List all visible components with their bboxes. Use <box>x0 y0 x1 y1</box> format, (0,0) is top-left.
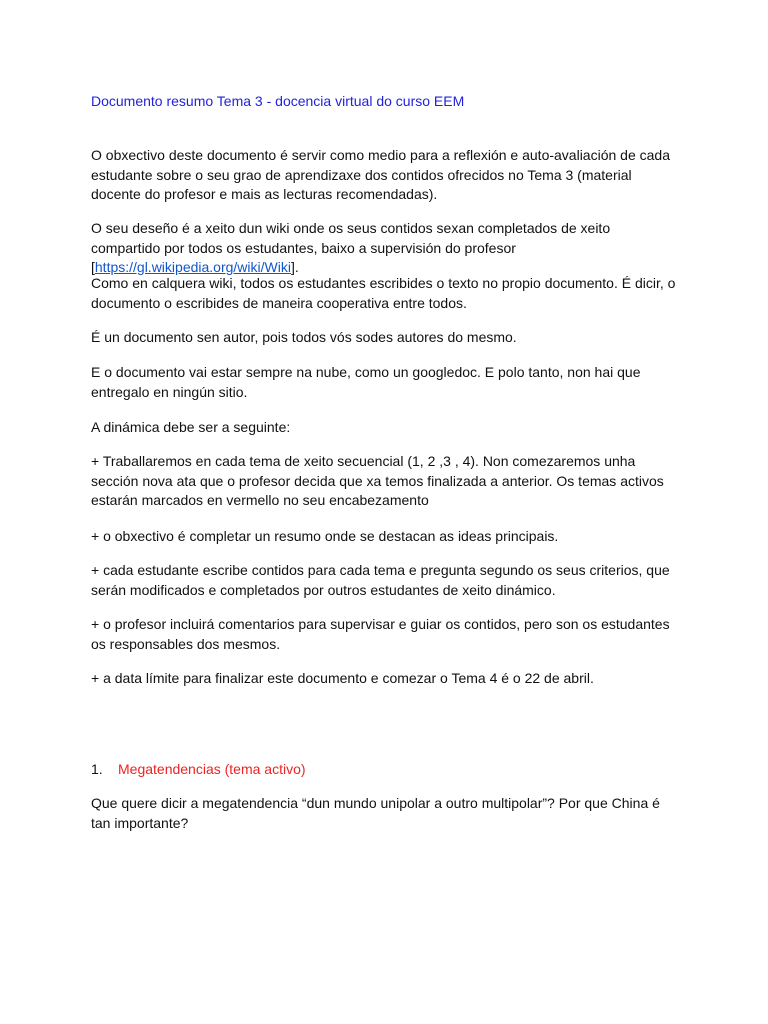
design-paragraph <box>91 219 681 278</box>
wiki-link[interactable]: https://gl.wikipedia.org/wiki/Wiki <box>94 259 291 275</box>
rule-item: + a data límite para finalizar este documento e comezar o Tema 4 é o 22 de abril. <box>91 670 594 686</box>
section-heading <box>91 760 306 780</box>
design-text-end: ]. <box>290 259 299 275</box>
rule-item: + cada estudante escribe contidos para cada tema e pregunta segundo os seus criterios, que serán modificados e completados por outros estudantes de xeito dinámico. <box>91 562 670 598</box>
rule-item: + o obxectivo é completar un resumo onde se destacan as ideas principais. <box>91 528 559 544</box>
document-title: Documento resumo Tema 3 - docencia virtual do curso EEM <box>91 93 465 109</box>
section-number: 1. <box>91 761 103 777</box>
intro-paragraph: O obxectivo deste documento é servir como medio para a reflexión e auto-avaliación de cada estudante sobre o seu grao de aprendizaxe dos contidos ofrecidos no Tema 3 (material docente do profesor e mais as lecturas recomendadas). <box>91 147 670 202</box>
dynamics-intro: A dinámica debe ser a seguinte: <box>91 419 291 435</box>
wiki-paragraph: Como en calquera wiki, todos os estudantes escribides o texto no propio documento. É dicir, o documento o escribides de maneira cooperativa entre todos. <box>91 275 676 311</box>
cloud-paragraph: E o documento vai estar sempre na nube, como un googledoc. E polo tanto, non hai que entregalo en ningún sitio. <box>91 364 641 400</box>
section-title: Megatendencias (tema activo) <box>118 761 306 777</box>
section-question: Que quere dicir a megatendencia “dun mundo unipolar a outro multipolar”? Por que China é tan importante? <box>91 795 660 831</box>
no-author-paragraph: É un documento sen autor, pois todos vós sodes autores do mesmo. <box>91 329 517 345</box>
rule-item: + Traballaremos en cada tema de xeito secuencial (1, 2 ,3 , 4). Non comezaremos unha sección nova ata que o profesor decida que xa temos finalizada a anterior. Os temas activos estarán marcados en vermello no seu encabezamento <box>91 453 664 508</box>
design-text: O seu deseño é a xeito dun wiki onde os seus contidos sexan completados de xeito compartido por todos os estudantes, baixo a supervisión do profesor [ <box>91 220 611 275</box>
rule-item: + o profesor incluirá comentarios para supervisar e guiar os contidos, pero son os estudantes os responsables dos mesmos. <box>91 616 670 652</box>
